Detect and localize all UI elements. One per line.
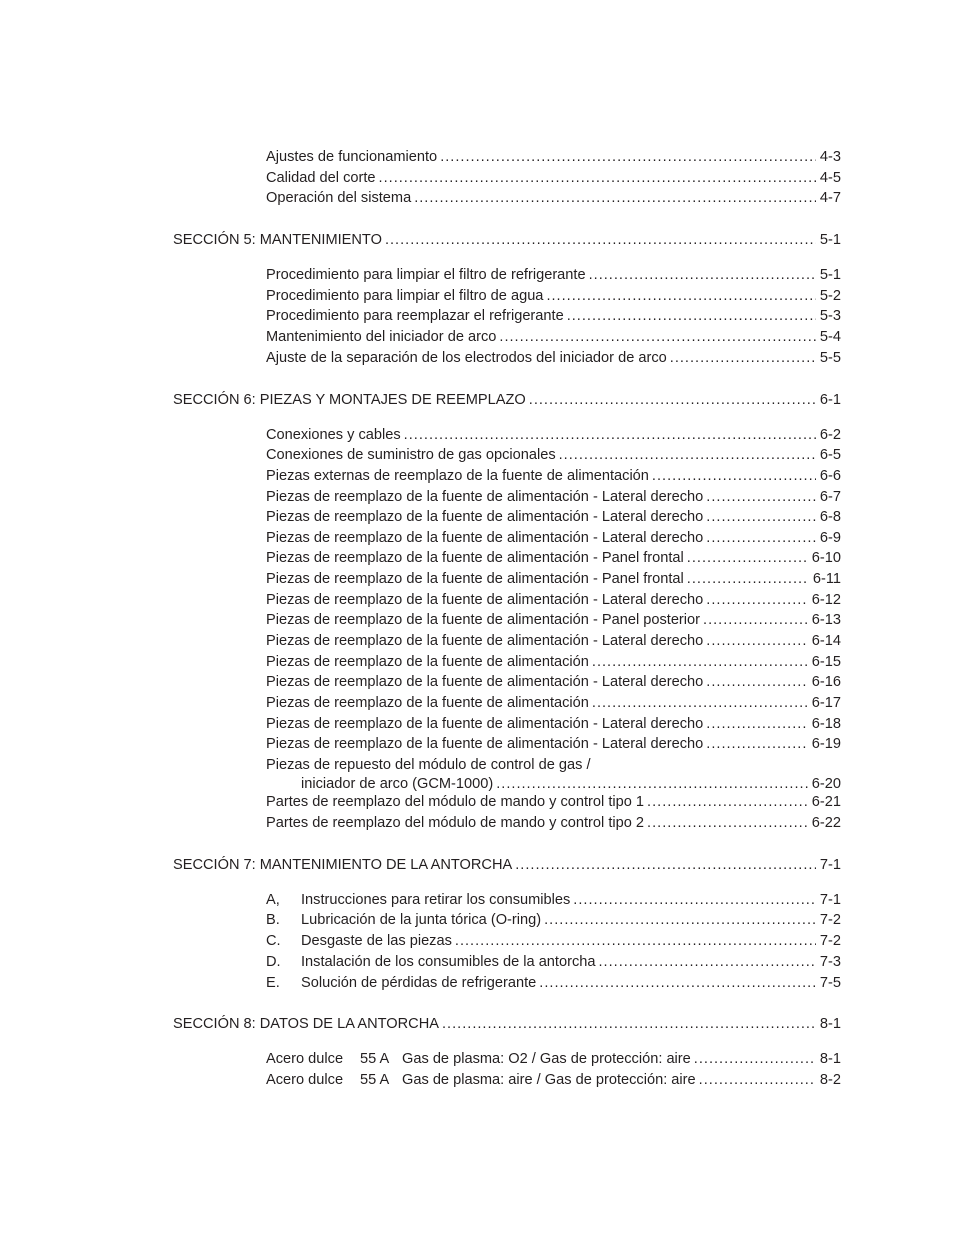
toc-entry-title: Lubricación de la junta tórica (O-ring) [301, 912, 542, 928]
toc-entry-title: Piezas de reemplazo de la fuente de alimentación - Panel frontal [266, 550, 684, 566]
toc-entry-title: Piezas de reemplazo de la fuente de alimentación - Panel posterior [266, 612, 701, 628]
toc-entry-title: Piezas de reemplazo de la fuente de alimentación - Lateral derecho [266, 736, 704, 752]
dot-leader [379, 168, 816, 188]
toc-entry[interactable] [266, 734, 841, 754]
dot-leader [687, 569, 809, 589]
toc-entry-title: Gas de plasma: aire / Gas de protección: aire [402, 1072, 696, 1088]
toc-entry-page: 6-8 [819, 509, 841, 525]
toc-entry[interactable] [266, 1070, 841, 1090]
dot-leader [440, 147, 816, 167]
toc-entry-page: 6-19 [811, 736, 841, 752]
section-title: SECCIÓN 8: DATOS DE LA ANTORCHA [173, 1016, 439, 1032]
toc-entry-title: Conexiones y cables [266, 427, 401, 443]
toc-entry-title: Instalación de los consumibles de la antorcha [301, 954, 596, 970]
dot-leader [559, 445, 816, 465]
dot-leader [539, 973, 816, 993]
toc-entry-title: Calidad del corte [266, 170, 376, 186]
dot-leader [706, 714, 808, 734]
dot-leader [499, 327, 816, 347]
dot-leader [647, 792, 808, 812]
toc-entry-page: 8-2 [819, 1072, 841, 1088]
dot-leader [706, 590, 808, 610]
dot-leader [687, 548, 808, 568]
toc-entry-material: Acero dulce [266, 1051, 344, 1067]
toc-entry-page: 6-7 [819, 489, 841, 505]
toc-entry-title: Piezas de reemplazo de la fuente de alimentación - Lateral derecho [266, 489, 704, 505]
gcm-entry-line1: Piezas de repuesto del módulo de control de gas / [266, 757, 591, 773]
dot-leader [703, 610, 808, 630]
dot-leader [404, 425, 816, 445]
toc-entry-title: Gas de plasma: O2 / Gas de protección: aire [402, 1051, 691, 1067]
toc-entry[interactable] [266, 348, 841, 368]
toc-entry-title: Operación del sistema [266, 190, 412, 206]
toc-entry-page: 6-11 [812, 571, 841, 587]
toc-section-heading[interactable] [173, 855, 841, 875]
toc-entry[interactable] [266, 590, 841, 610]
toc-entry-title: Ajuste de la separación de los electrodos del iniciador de arco [266, 350, 667, 366]
toc-entry-title: Piezas externas de reemplazo de la fuente de alimentación [266, 468, 649, 484]
dot-leader [567, 306, 816, 326]
dot-leader [442, 1014, 816, 1034]
toc-entry[interactable] [266, 507, 841, 527]
dot-leader [647, 813, 808, 833]
toc-entry-title: Mantenimiento del iniciador de arco [266, 329, 497, 345]
toc-entry-title: Desgaste de las piezas [301, 933, 452, 949]
toc-entry-title: Piezas de reemplazo de la fuente de alimentación - Lateral derecho [266, 716, 704, 732]
dot-leader [706, 507, 816, 527]
toc-entry-page: 6-16 [811, 674, 841, 690]
toc-entry[interactable] [266, 487, 841, 507]
section-page: 6-1 [819, 392, 841, 408]
dot-leader [592, 693, 808, 713]
toc-entry[interactable] [266, 1049, 841, 1069]
toc-entry-page: 5-5 [819, 350, 841, 366]
toc-entry[interactable] [266, 631, 841, 651]
toc-entry-page: 6-10 [811, 550, 841, 566]
toc-entry[interactable] [266, 265, 841, 285]
toc-entry-title: Piezas de reemplazo de la fuente de alimentación - Lateral derecho [266, 509, 704, 525]
toc-entry[interactable] [266, 445, 841, 465]
toc-entry[interactable] [266, 286, 841, 306]
section-title: SECCIÓN 6: PIEZAS Y MONTAJES DE REEMPLAZO [173, 392, 526, 408]
dot-leader [670, 348, 816, 368]
toc-entry-page: 8-1 [819, 1051, 841, 1067]
toc-entry-page: 7-2 [819, 912, 841, 928]
toc-entry-title: Partes de reemplazo del módulo de mando y control tipo 2 [266, 815, 645, 831]
toc-entry[interactable] [266, 973, 841, 993]
toc-entry-amps: 55 A [360, 1051, 390, 1067]
dot-leader [706, 487, 816, 507]
toc-entry-page: 5-1 [819, 267, 841, 283]
toc-entry[interactable] [266, 792, 841, 812]
toc-entry-page: 5-3 [819, 308, 841, 324]
toc-entry[interactable] [266, 147, 841, 167]
section-page: 8-1 [819, 1016, 841, 1032]
dot-leader [544, 910, 816, 930]
toc-entry-title: Partes de reemplazo del módulo de mando y control tipo 1 [266, 794, 645, 810]
toc-entry[interactable] [266, 569, 841, 589]
section-title: SECCIÓN 7: MANTENIMIENTO DE LA ANTORCHA [173, 857, 513, 873]
toc-entry[interactable] [266, 952, 841, 972]
dot-leader [706, 672, 808, 692]
toc-entry-letter: C. [266, 933, 281, 949]
toc-entry-page: 6-22 [811, 815, 841, 831]
dot-leader [455, 931, 816, 951]
toc-entry[interactable] [266, 693, 841, 713]
toc-entry[interactable] [266, 672, 841, 692]
toc-section-heading[interactable] [173, 230, 841, 250]
toc-entry[interactable] [266, 168, 841, 188]
dot-leader [589, 265, 816, 285]
dot-leader [529, 390, 816, 410]
toc-entry-letter: E. [266, 975, 280, 991]
toc-entry-title: Instrucciones para retirar los consumibles [301, 892, 571, 908]
dot-leader [385, 230, 816, 250]
toc-entry[interactable] [266, 528, 841, 548]
toc-entry[interactable] [266, 910, 841, 930]
toc-entry[interactable] [266, 610, 841, 630]
dot-leader [592, 652, 808, 672]
toc-entry-page: 4-3 [819, 149, 841, 165]
dot-leader [573, 890, 816, 910]
dot-leader [694, 1049, 816, 1069]
toc-entry-title: Piezas de reemplazo de la fuente de alimentación - Lateral derecho [266, 674, 704, 690]
toc-entry-page: 7-1 [819, 892, 841, 908]
dot-leader [706, 631, 808, 651]
toc-entry-page: 6-15 [811, 654, 841, 670]
dot-leader [546, 286, 815, 306]
toc-entry-page: 6-9 [819, 530, 841, 546]
toc-entry-page: 7-2 [819, 933, 841, 949]
toc-entry-page: 6-2 [819, 427, 841, 443]
dot-leader [496, 774, 808, 794]
toc-entry-title: Procedimiento para limpiar el filtro de agua [266, 288, 544, 304]
toc-entry-title: Procedimiento para reemplazar el refrigerante [266, 308, 564, 324]
toc-entry-title: Solución de pérdidas de refrigerante [301, 975, 537, 991]
toc-entry[interactable] [301, 774, 841, 794]
toc-entry-page: 4-7 [819, 190, 841, 206]
toc-entry-page: 5-2 [819, 288, 841, 304]
toc-entry-page: 6-18 [811, 716, 841, 732]
toc-entry-page: 6-6 [819, 468, 841, 484]
toc-entry-title: Piezas de reemplazo de la fuente de alimentación [266, 695, 589, 711]
toc-entry-page: 6-20 [811, 776, 841, 792]
toc-entry-title: Piezas de reemplazo de la fuente de alimentación - Lateral derecho [266, 592, 704, 608]
toc-entry-page: 6-17 [811, 695, 841, 711]
toc-entry-page: 5-4 [819, 329, 841, 345]
toc-entry-letter: B. [266, 912, 280, 928]
dot-leader [598, 952, 815, 972]
toc-entry[interactable] [266, 306, 841, 326]
toc-entry[interactable] [266, 188, 841, 208]
toc-entry[interactable] [266, 425, 841, 445]
toc-entry-letter: D. [266, 954, 281, 970]
toc-entry-page: 6-12 [811, 592, 841, 608]
toc-entry-title: Piezas de reemplazo de la fuente de alimentación [266, 654, 589, 670]
toc-entry-letter: A, [266, 892, 280, 908]
toc-entry-page: 6-14 [811, 633, 841, 649]
section-page: 5-1 [819, 232, 841, 248]
dot-leader [699, 1070, 816, 1090]
toc-entry-page: 6-5 [819, 447, 841, 463]
toc-entry-amps: 55 A [360, 1072, 390, 1088]
toc-entry[interactable] [266, 652, 841, 672]
toc-entry-title: Ajustes de funcionamiento [266, 149, 438, 165]
dot-leader [414, 188, 816, 208]
toc-entry-page: 6-21 [811, 794, 841, 810]
toc-entry-title: Procedimiento para limpiar el filtro de refrigerante [266, 267, 586, 283]
section-page: 7-1 [819, 857, 841, 873]
toc-entry[interactable] [266, 931, 841, 951]
toc-entry-material: Acero dulce [266, 1072, 344, 1088]
toc-entry-title: Conexiones de suministro de gas opcionales [266, 447, 556, 463]
toc-entry-page: 6-13 [811, 612, 841, 628]
toc-entry-page: 4-5 [819, 170, 841, 186]
toc-entry-title: Piezas de reemplazo de la fuente de alimentación - Lateral derecho [266, 530, 704, 546]
toc-section-heading[interactable] [173, 390, 841, 410]
toc-entry[interactable] [266, 813, 841, 833]
toc-entry-title: Piezas de reemplazo de la fuente de alimentación - Panel frontal [266, 571, 684, 587]
toc-entry[interactable] [266, 890, 841, 910]
toc-section-heading[interactable] [173, 1014, 841, 1034]
dot-leader [706, 734, 808, 754]
toc-entry-title: iniciador de arco (GCM-1000) [301, 776, 494, 792]
dot-leader [706, 528, 816, 548]
dot-leader [652, 466, 816, 486]
toc-entry[interactable] [266, 327, 841, 347]
toc-entry-page: 7-3 [819, 954, 841, 970]
toc-entry[interactable] [266, 714, 841, 734]
toc-entry-page: 7-5 [819, 975, 841, 991]
toc-entry-title: Piezas de reemplazo de la fuente de alimentación - Lateral derecho [266, 633, 704, 649]
toc-entry[interactable] [266, 548, 841, 568]
dot-leader [515, 855, 816, 875]
section-title: SECCIÓN 5: MANTENIMIENTO [173, 232, 382, 248]
toc-entry[interactable] [266, 466, 841, 486]
